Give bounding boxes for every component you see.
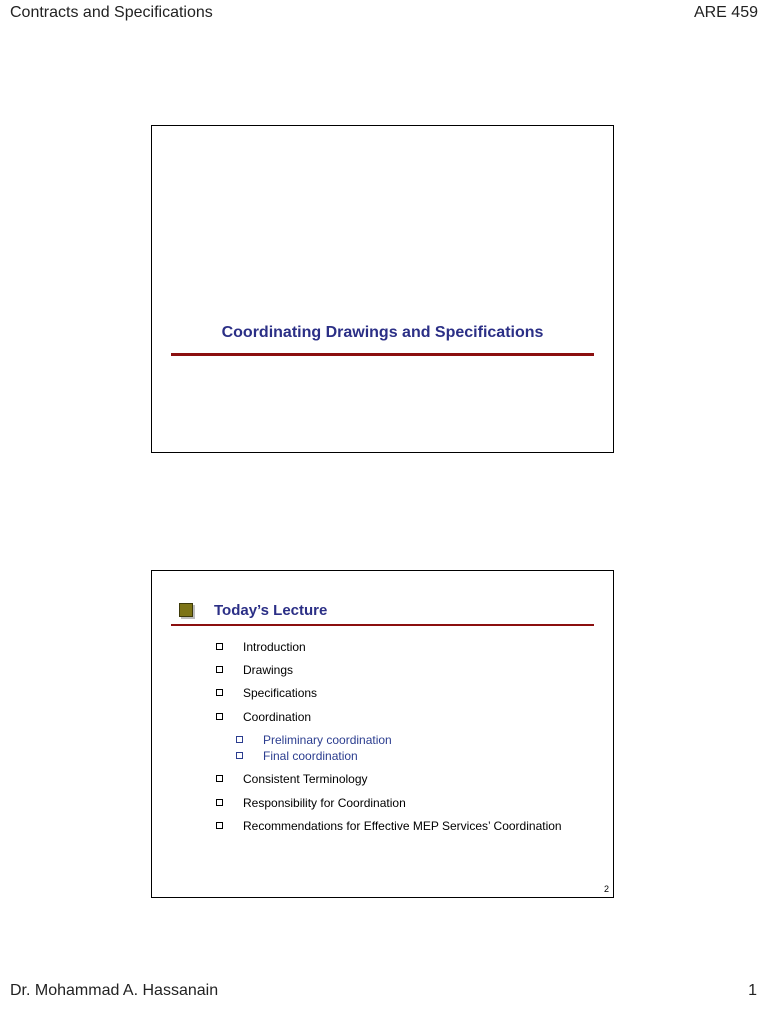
checkbox-bullet-icon [216,799,223,806]
checkbox-bullet-icon [216,666,223,673]
page-number: 1 [748,982,757,999]
checkbox-bullet-icon [216,822,223,829]
title-divider [171,353,594,356]
checkbox-bullet-icon [216,643,223,650]
document-header-title: Contracts and Specifications [10,4,213,21]
square-bullet-icon [179,603,193,617]
slide-title [151,125,614,453]
slide-heading: Today’s Lecture [214,602,328,619]
author-name: Dr. Mohammad A. Hassanain [10,982,219,999]
checkbox-bullet-icon [236,736,243,743]
checkbox-bullet-icon [216,775,223,782]
checkbox-bullet-icon [216,689,223,696]
heading-divider [171,624,594,626]
course-code: ARE 459 [693,4,758,21]
slide-page-number: 2 [603,884,609,894]
checkbox-bullet-icon [216,713,223,720]
slide-title-text: Coordinating Drawings and Specifications [221,324,544,341]
slide-todays-lecture: Today’s Lecture Introduction Drawings Specifications Coordination Preliminary coordination Final coordination Consistent Terminology Responsibility for Coordination Recommendations for Effective MEP Services’ Coordination 2 [151,570,614,898]
checkbox-bullet-icon [236,752,243,759]
